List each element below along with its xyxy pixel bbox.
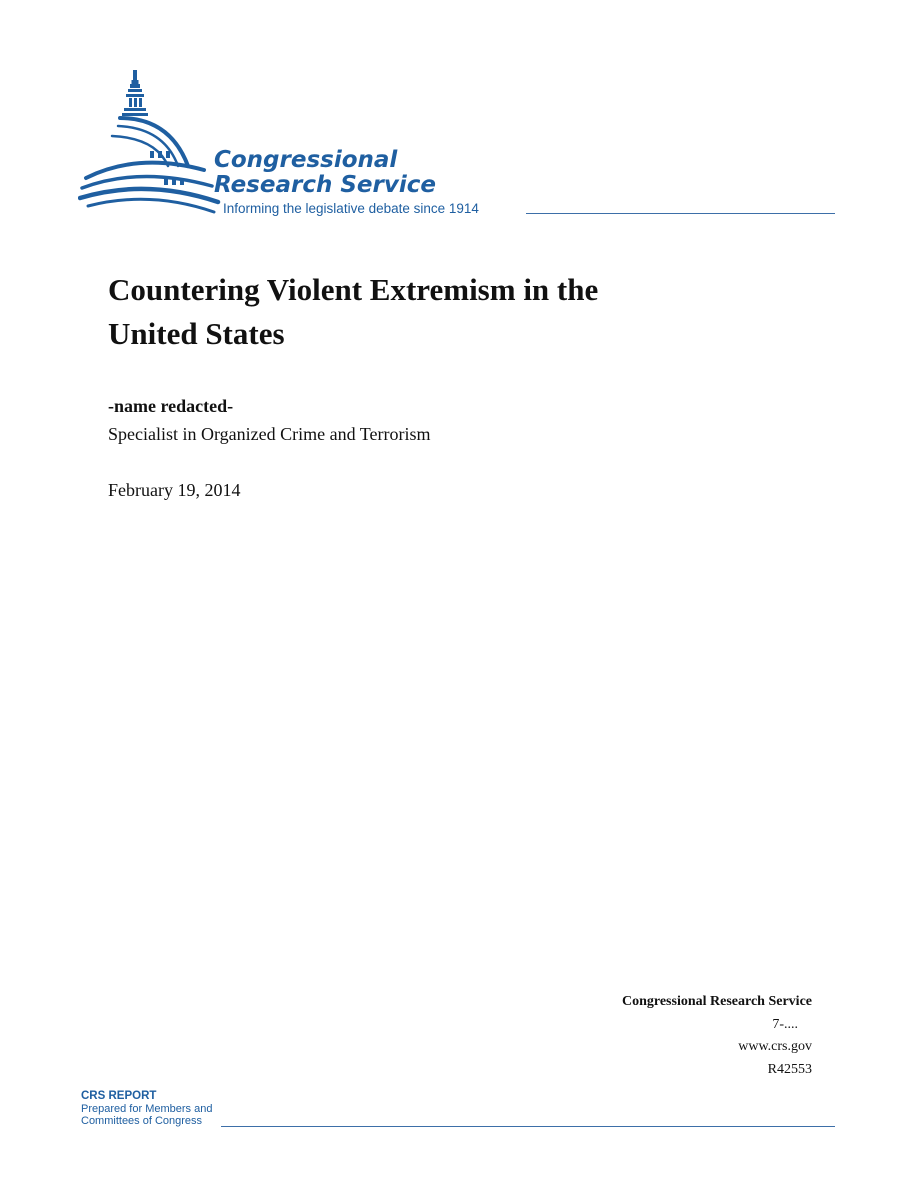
org-name-line1: Congressional (214, 147, 398, 173)
tagline: Informing the legislative debate since 1914 (223, 201, 479, 216)
crs-report-line3: Committees of Congress (81, 1115, 203, 1127)
footer-divider (221, 1126, 835, 1127)
contact-block (622, 991, 812, 1081)
org-name-line2: Research Service (214, 172, 436, 198)
crs-report-line2: Prepared for Members and (81, 1102, 213, 1115)
report-number: R42553 (767, 1061, 812, 1077)
crs-report-footer (81, 1090, 212, 1128)
report-title-line2: United States (108, 316, 285, 351)
contact-org: Congressional Research Service (621, 994, 812, 1009)
author-name: -name redacted- (108, 396, 234, 416)
crs-report-label: CRS REPORT (81, 1090, 157, 1102)
header-divider (526, 213, 835, 214)
contact-phone: 7-.... (772, 1016, 798, 1032)
report-title-line1: Countering Violent Extremism in the (108, 272, 599, 307)
contact-website: www.crs.gov (738, 1039, 812, 1055)
publication-date: February 19, 2014 (108, 480, 241, 500)
report-title (108, 268, 728, 356)
author-role: Specialist in Organized Crime and Terrorism (108, 424, 431, 444)
